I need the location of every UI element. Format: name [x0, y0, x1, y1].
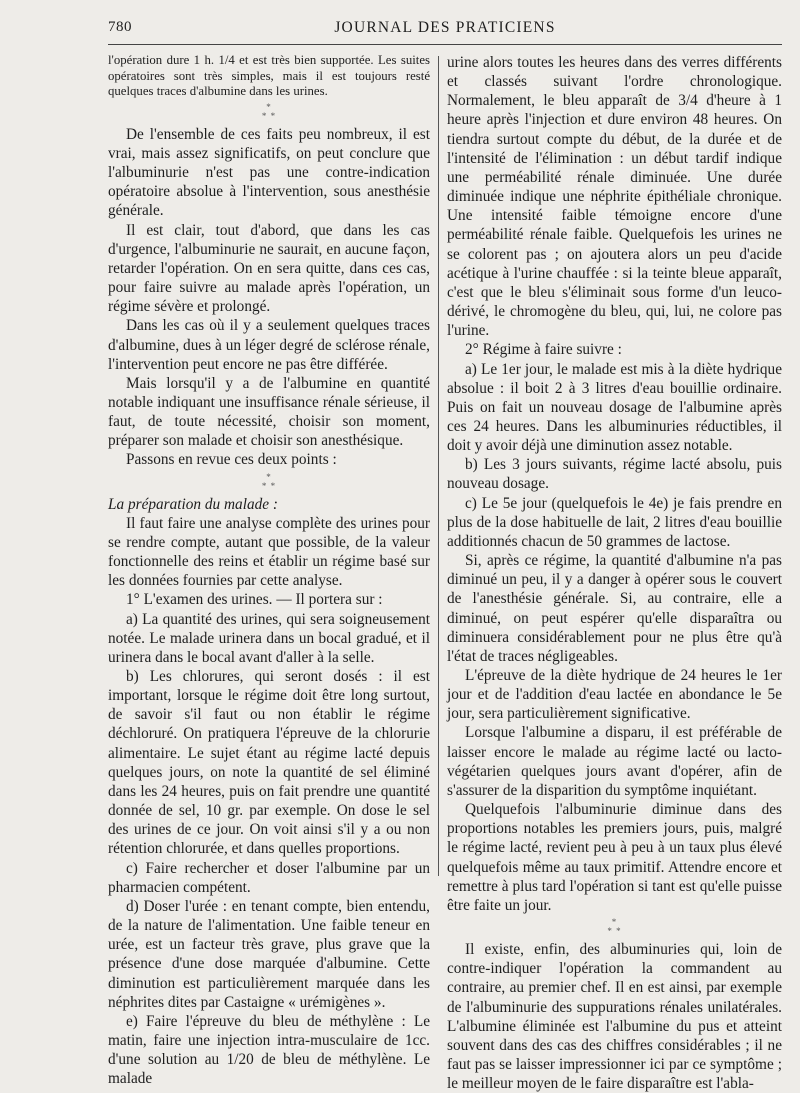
body-paragraph: urine alors toutes les heures dans des verres différents et classés suivant l'ordre chronologique. Normalement, le bleu apparaît de 3/4 d'heure à 1 heure après l'injection et dure environ 48 heures. On tiendra surtout compte du début, de la durée et de l'intensité de l'élimination : un début tardif indique une perméabilité rénale diminuée. Une durée diminuée indique une néphrite épithéliale chronique. Une intensité faible témoigne encore d'une perméabilité rénale faible. Quelquefois les urines ne se colorent pas ; on ajoutera alors un peu d'acide acétique à l'urine chauffée : si la teinte bleue apparaît, c'est que le bleu s'éliminait sous forme d'un leuco-dérivé, le chromogène du bleu, qui, lui, ne colore pas l'urine.: [447, 54, 782, 340]
list-item: a) La quantité des urines, qui sera soigneusement notée. Le malade urinera dans un bocal gradué, et il urinera dans le bocal avant d'aller à la selle.: [108, 610, 430, 666]
list-item: b) Les chlorures, qui seront dosés : il est important, lorsque le régime doit être long surtout, de savoir s'il faut ou non établir le régime déchloruré. On pratiquera l'épreuve de la chlorurie alimentaire. Le sujet étant au régime lacté depuis quelques jours, on note la quantité de sel éliminé dans les 24 heures, puis on fait prendre une quantité donnée de sel, 10 gr. par exemple. On dose le sel des urines de ce jour. On voit ainsi s'il y a ou non rétention chlorurée, et dans quelles proportions.: [108, 668, 430, 858]
list-item: b) Les 3 jours suivants, régime lacté absolu, puis nouveau dosage.: [447, 456, 782, 493]
case-conclusion-paragraph: l'opération dure 1 h. 1/4 et est très bien supportée. Les suites opératoires sont très simples, mais il est toujours resté quelques traces d'albumine dans les urines.: [108, 53, 430, 99]
list-heading: 1° L'examen des urines. — Il portera sur :: [126, 591, 383, 609]
list-item: c) Le 5e jour (quelquefois le 4e) je fais prendre en plus de la dose habituelle de lait, 2 litres d'eau bouillie additionnés chacun de 50 grammes de lactose.: [447, 494, 782, 550]
list-item: c) Faire rechercher et doser l'albumine par un pharmacien compétent.: [108, 859, 430, 896]
list-heading: 2° Régime à faire suivre :: [465, 341, 622, 359]
body-paragraph: Dans les cas où il y a seulement quelques traces d'albumine, dues à un léger degré de sclérose rénale, l'intervention peut encore ne pas être différée.: [108, 317, 430, 373]
body-paragraph: Lorsque l'albumine a disparu, il est préférable de laisser encore le malade au régime lacté ou lacto-végétarien quelques jours avant d'opérer, afin de s'assurer de la disparition du symptôme inquiétant.: [447, 724, 782, 799]
section-heading: La préparation du malade :: [108, 495, 278, 513]
body-paragraph: Il faut faire une analyse complète des urines pour se rendre compte, autant que possible, de la valeur fonctionnelle des reins et établir un régime basé sur les données fournies par cette analyse.: [108, 514, 430, 590]
body-paragraph: Il existe, enfin, des albuminuries qui, loin de contre-indiquer l'opération la commandent au contraire, au premier chef. Il en est ainsi, par exemple de l'albuminurie des suppurations rénales unilatérales. L'albumine éliminée est l'albumine du pus et atteint souvent dans des cas des chiffres considérables ; il ne faut pas se laisser impressionner ici par ce symptôme ; le meilleur moyen de le faire disparaître est l'abla-: [447, 941, 782, 1093]
left-column: [108, 53, 430, 1088]
header-rule: [108, 44, 782, 45]
running-title: JOURNAL DES PRATICIENS: [334, 19, 556, 36]
page-header: [108, 19, 782, 43]
section-separator: * * *: [261, 101, 277, 121]
body-paragraph: De l'ensemble de ces faits peu nombreux, il est vrai, mais assez significatifs, on peut conclure que l'albuminurie n'est pas une contre-indication opératoire absolue à l'intervention, sous anesthésie générale.: [108, 125, 430, 220]
page-number: 780: [108, 19, 132, 35]
body-paragraph: Mais lorsqu'il y a de l'albumine en quantité notable indiquant une insuffisance rénale sérieuse, il faut, de toute nécessité, choisir son moment, préparer son malade et choisir son anesthésique.: [108, 374, 430, 450]
section-separator: * * *: [261, 471, 277, 491]
body-paragraph: Quelquefois l'albuminurie diminue dans des proportions notables les premiers jours, puis, malgré le régime lacté, revient peu à peu à un taux plus élevé quelquefois même au taux primitif. Attendre encore et remettre à plus tard l'opération si tant est qu'elle puisse être faite un jour.: [447, 801, 782, 914]
body-paragraph: Si, après ce régime, la quantité d'albumine n'a pas diminué un peu, il y a danger à opérer sous le couvert de l'anesthésie générale. Si, au contraire, elle a diminué, on peut espérer qu'elle disparaîtra ou diminuera considérablement pour ne plus être qu'à l'état de traces négligeables.: [447, 552, 782, 665]
column-divider: [438, 56, 439, 876]
section-separator: * * *: [607, 917, 622, 937]
list-item: e) Faire l'épreuve du bleu de méthylène : Le matin, faire une injection intra-musculaire de 1cc. d'une solution au 1/20 de bleu de méthylène. Le malade: [108, 1012, 430, 1088]
body-paragraph: Il est clair, tout d'abord, que dans les cas d'urgence, l'albuminurie ne saurait, en aucune façon, retarder l'opération. On en sera quitte, dans ces cas, pour faire suivre au malade après l'opération, un régime sévère et prolongé.: [108, 221, 430, 316]
list-item: a) Le 1er jour, le malade est mis à la diète hydrique absolue : il boit 2 à 3 litres d'eau bouillie ordinaire. Puis on fait un nouveau dosage de l'albumine après ces 24 heures. Dans les albuminuries réductibles, il doit y avoir déjà une diminution assez notable.: [447, 360, 782, 455]
body-paragraph: L'épreuve de la diète hydrique de 24 heures le 1er jour et de l'addition d'eau lactée en abondance le 5e jour, sera particulièrement significative.: [447, 667, 782, 723]
body-paragraph: Passons en revue ces deux points :: [126, 451, 337, 469]
list-item: d) Doser l'urée : en tenant compte, bien entendu, de la nature de l'alimentation. Une faible teneur en urée, est un facteur très grave, plus grave que la présence d'une dose marquée d'albumine. Cette diminution est particulièrement marquée dans les néphrites dites par Castaigne « urémigènes ».: [108, 897, 430, 1011]
right-column: [447, 53, 782, 1093]
